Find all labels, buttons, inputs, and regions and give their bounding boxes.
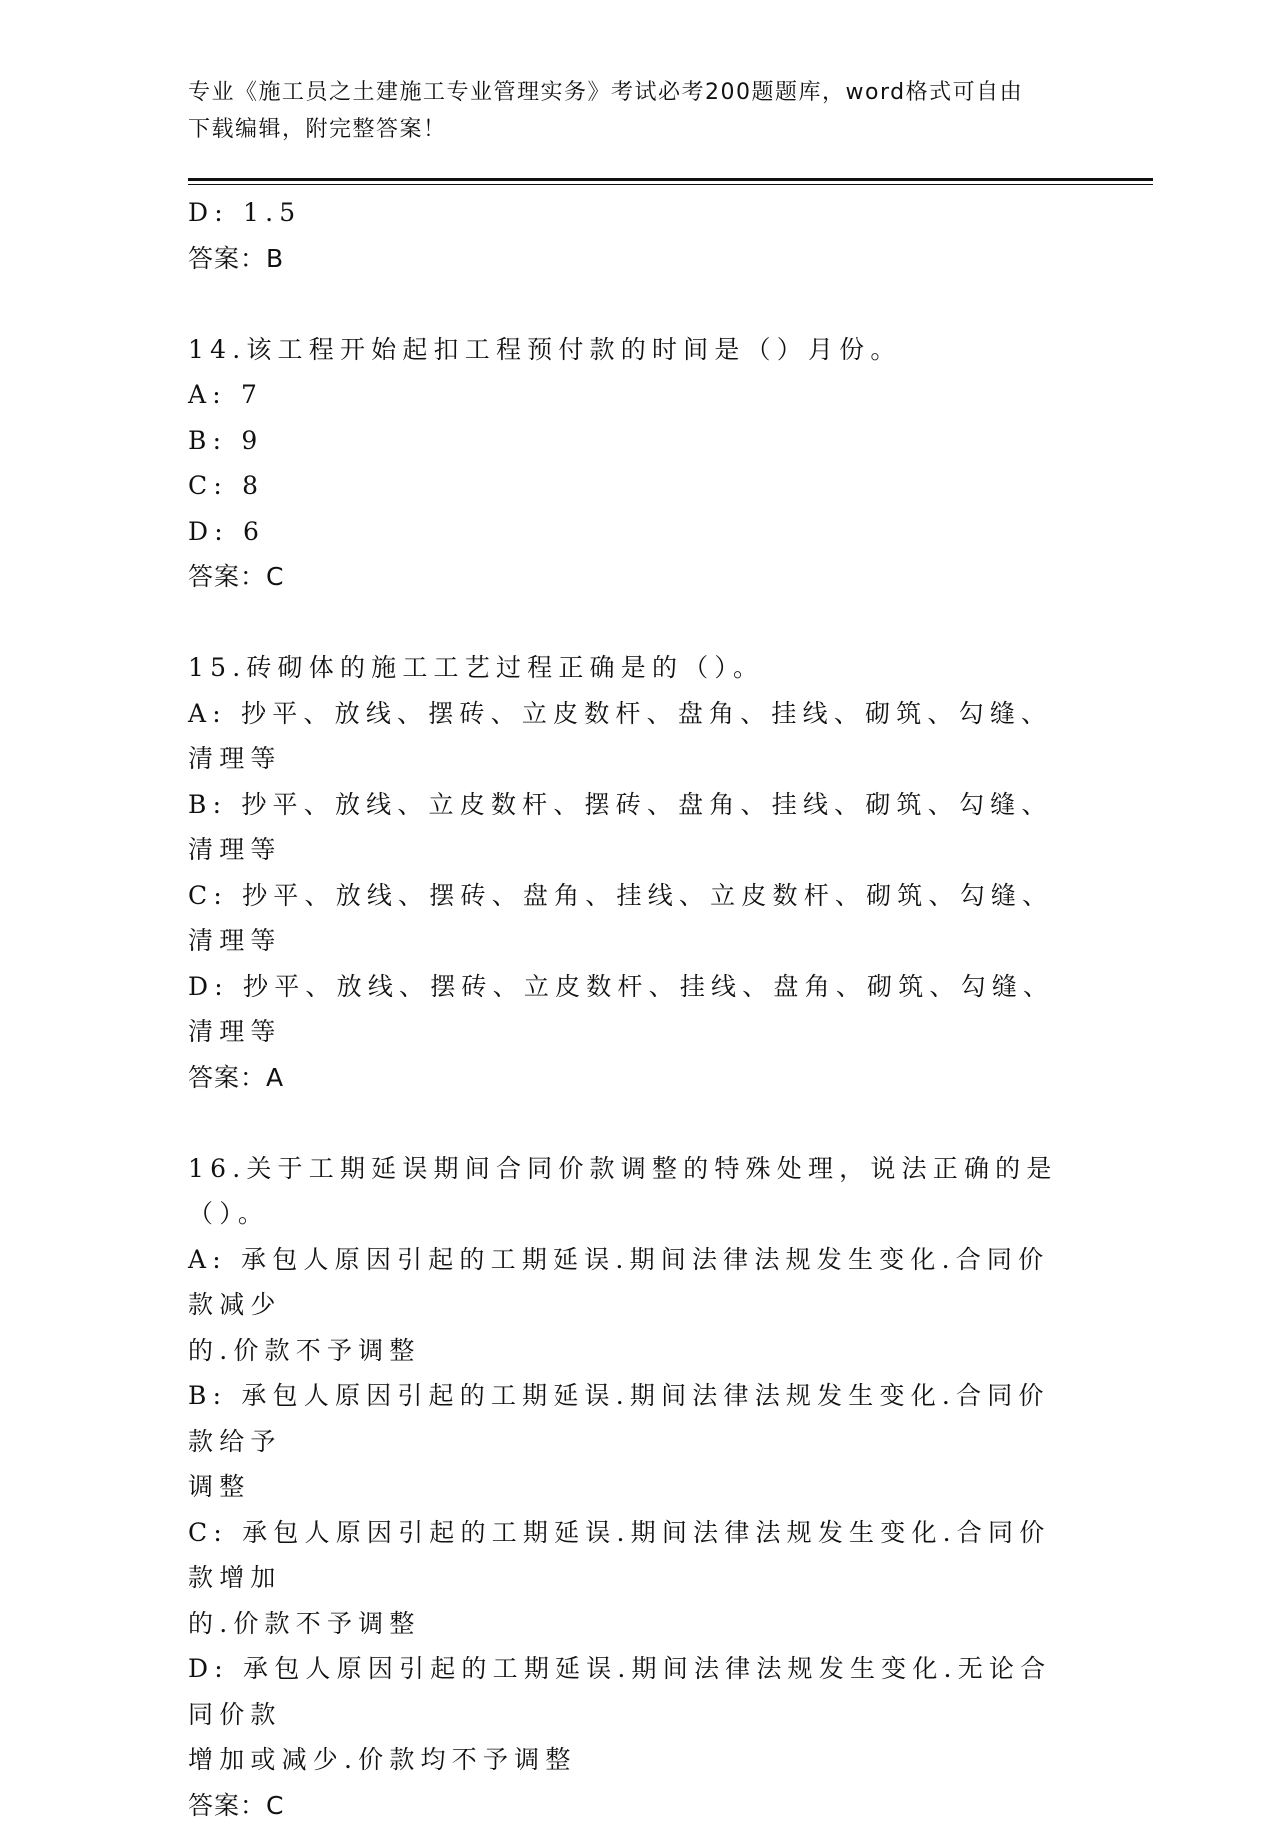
answer-line: 答案：B — [188, 236, 1068, 282]
answer-line: 答案：C — [188, 554, 1068, 600]
option-b-line-2: 调整 — [188, 1464, 1068, 1510]
option-d: D: 抄平、放线、摆砖、立皮数杆、挂线、盘角、砌筑、勾缝、清理等 — [188, 964, 1068, 1055]
question-stem: 14.该工程开始起扣工程预付款的时间是（）月份。 — [188, 327, 1068, 373]
option-b: B: 9 — [188, 418, 1068, 464]
header-line-2: 下载编辑，附完整答案！ — [188, 111, 1068, 148]
option-d-line-2: 增加或减少.价款均不予调整 — [188, 1737, 1068, 1783]
option-c: C: 8 — [188, 463, 1068, 509]
header-divider-thin — [188, 184, 1153, 185]
header-line-1: 专业《施工员之土建施工专业管理实务》考试必考200题题库，word格式可自由 — [188, 74, 1068, 111]
question-stem: 16.关于工期延误期间合同价款调整的特殊处理，说法正确的是（）。 — [188, 1146, 1068, 1237]
question-14 — [188, 327, 1068, 600]
spacer — [188, 1100, 1068, 1146]
question-stem: 15.砖砌体的施工工艺过程正确是的（）。 — [188, 645, 1068, 691]
option-b-line-1: B: 承包人原因引起的工期延误.期间法律法规发生变化.合同价款给予 — [188, 1373, 1068, 1464]
option-a-line-2: 的.价款不予调整 — [188, 1328, 1068, 1374]
spacer — [188, 281, 1068, 327]
option-c-line-2: 的.价款不予调整 — [188, 1601, 1068, 1647]
question-15 — [188, 645, 1068, 1100]
option-a-line-1: A: 承包人原因引起的工期延误.期间法律法规发生变化.合同价款减少 — [188, 1237, 1068, 1328]
option-c: C: 抄平、放线、摆砖、盘角、挂线、立皮数杆、砌筑、勾缝、清理等 — [188, 873, 1068, 964]
answer-line: 答案：A — [188, 1055, 1068, 1101]
option-b: B: 抄平、放线、立皮数杆、摆砖、盘角、挂线、砌筑、勾缝、清理等 — [188, 782, 1068, 873]
option-d: D: 1.5 — [188, 190, 1068, 236]
option-c-line-1: C: 承包人原因引起的工期延误.期间法律法规发生变化.合同价款增加 — [188, 1510, 1068, 1601]
document-header — [188, 74, 1068, 148]
question-13-tail — [188, 190, 1068, 281]
option-d: D: 6 — [188, 509, 1068, 555]
header-divider-thick — [188, 178, 1153, 181]
document-body — [188, 190, 1068, 1828]
question-16 — [188, 1146, 1068, 1828]
option-a: A: 7 — [188, 372, 1068, 418]
option-a: A: 抄平、放线、摆砖、立皮数杆、盘角、挂线、砌筑、勾缝、清理等 — [188, 691, 1068, 782]
answer-line: 答案：C — [188, 1783, 1068, 1828]
option-d-line-1: D: 承包人原因引起的工期延误.期间法律法规发生变化.无论合同价款 — [188, 1646, 1068, 1737]
spacer — [188, 600, 1068, 646]
